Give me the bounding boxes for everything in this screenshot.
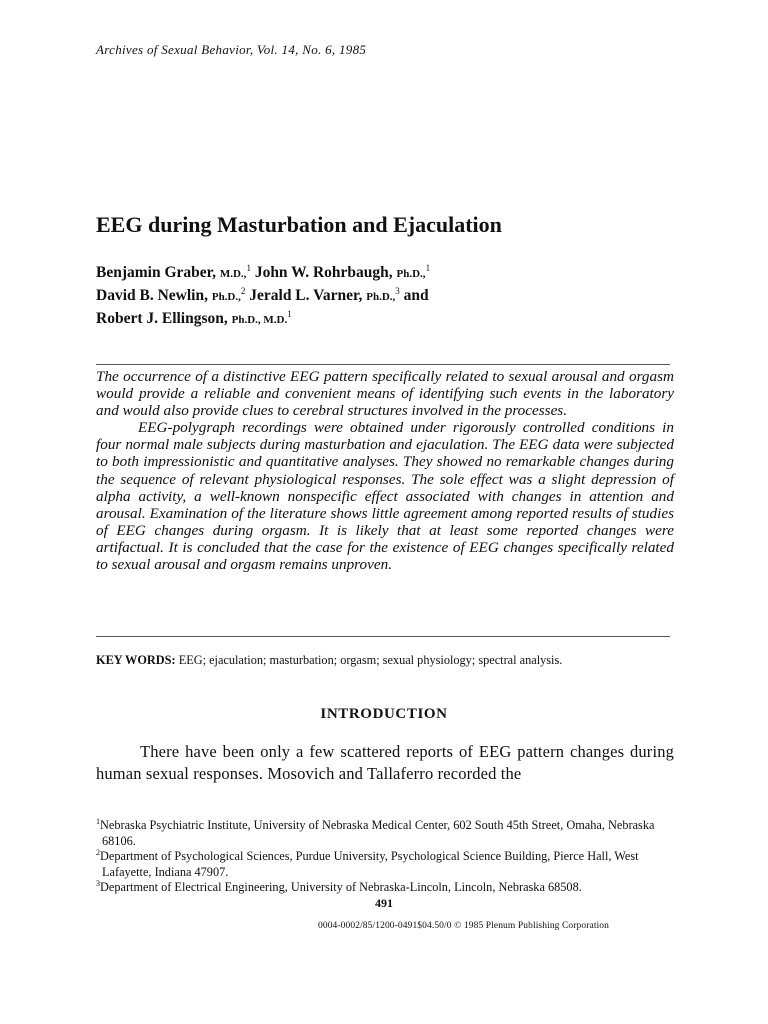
copyright-line: 0004-0002/85/1200-0491$04.50/0 © 1985 Plenum Publishing Corporation <box>318 921 609 931</box>
author-name: David B. Newlin, <box>96 287 208 304</box>
keywords-line <box>96 653 686 668</box>
abstract-bottom-rule <box>96 636 670 637</box>
abstract <box>96 368 674 573</box>
author-degree: Ph.D., <box>366 291 396 303</box>
footnote-mark: 3 <box>96 879 100 888</box>
footnotes <box>96 818 676 896</box>
abstract-paragraph: EEG-polygraph recordings were obtained under rigorously controlled conditions in four normal male subjects during masturbation and ejaculation. The EEG data were subjected to both impressionistic and quantitative analyses. They showed no remarkable changes during the sequence of relevant physiological responses. The sole effect was a slight depression of alpha activity, a well-known nonspecific effect associated with changes in attention and arousal. Examination of the literature shows little agreement among reported results of studies of EEG changes during orgasm. It is likely that at least some reported changes were artifactual. It is concluded that the case for the existence of EEG changes specifically related to sexual arousal and orgasm remains unproven. <box>96 419 674 574</box>
section-heading: INTRODUCTION <box>320 706 448 722</box>
footnote-mark: 1 <box>96 817 100 826</box>
author-name: Robert J. Ellingson, <box>96 310 228 327</box>
journal-citation: Archives of Sexual Behavior, Vol. 14, No. 6, 1985 <box>96 42 367 57</box>
author-degree: Ph.D., M.D. <box>231 314 288 326</box>
author-line <box>96 308 676 331</box>
author-degree: M.D., <box>219 268 247 280</box>
author-name: Jerald L. Varner, <box>249 287 363 304</box>
footnote <box>96 849 676 880</box>
affiliation-mark: 2 <box>240 286 246 296</box>
footnote <box>96 818 676 849</box>
abstract-paragraph: The occurrence of a distinctive EEG pattern specifically related to sexual arousal and orgasm would provide a reliable and convenient means of identifying such events in the laboratory and would also provide clues to cerebral structures involved in the processes. <box>96 368 674 420</box>
footnote-text: Department of Electrical Engineering, University of Nebraska-Lincoln, Lincoln, Nebraska 68508. <box>100 880 582 894</box>
author-list <box>96 262 676 331</box>
footnote-text: Department of Psychological Sciences, Purdue University, Psychological Science Building, Pierce Hall, West Lafayette, Indiana 47907. <box>100 849 639 879</box>
author-line <box>96 262 676 285</box>
abstract-top-rule <box>96 364 670 365</box>
author-conjunction: and <box>403 287 429 304</box>
footnote <box>96 880 676 896</box>
author-degree: Ph.D., <box>211 291 241 303</box>
footnote-mark: 2 <box>96 848 100 857</box>
body-paragraph: There have been only a few scattered reports of EEG pattern changes during human sexual responses. Mosovich and Tallaferro recorded the <box>96 742 674 783</box>
affiliation-mark: 1 <box>287 309 292 319</box>
author-name: Benjamin Graber, <box>96 264 216 281</box>
affiliation-mark: 3 <box>395 286 400 296</box>
author-name: John W. Rohrbaugh, <box>254 264 393 281</box>
affiliation-mark: 1 <box>246 263 251 273</box>
keywords-label: KEY WORDS: <box>96 653 176 667</box>
page-number: 491 <box>375 896 393 910</box>
affiliation-mark: 1 <box>425 263 431 273</box>
footnote-text: Nebraska Psychiatric Institute, University of Nebraska Medical Center, 602 South 45th Street, Omaha, Nebraska 68106. <box>100 818 655 848</box>
keywords-list: EEG; ejaculation; masturbation; orgasm; sexual physiology; spectral analysis. <box>178 653 563 667</box>
author-degree: Ph.D., <box>396 268 426 280</box>
article-title: EEG during Masturbation and Ejaculation <box>96 212 502 237</box>
author-line <box>96 285 676 308</box>
